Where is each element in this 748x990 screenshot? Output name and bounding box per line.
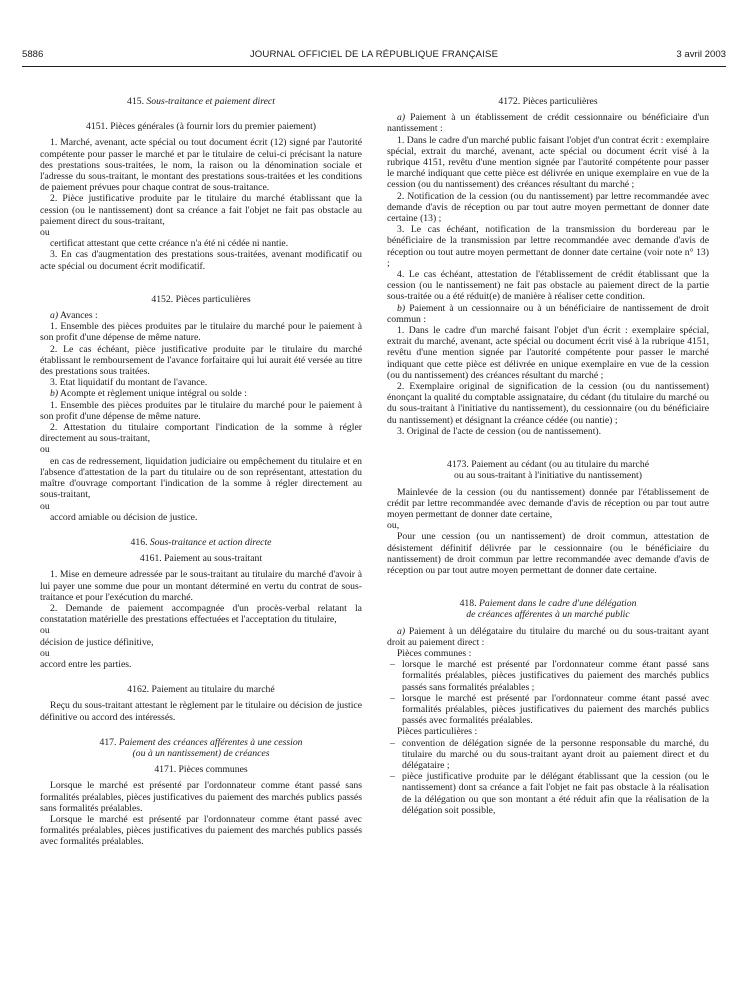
paragraph: 2. Notification de la cession (ou du nantissement) par lettre recommandée avec demande d'avis de réception ou par tout autre moyen permettant de donner date certaine (13) ; — [387, 190, 709, 225]
paragraph: Lorsque le marché est présenté par l'ordonnateur comme étant passé avec formalités préalables, pièces justificatives du paiement des marchés publics passés avec formalités préalables. — [40, 813, 362, 848]
label-a: a) — [50, 310, 59, 322]
paragraph: 2. Demande de paiement accompagnée d'un procès-verbal relatant la constatation matérielle des prestations effectuées et l'acceptation du titulaire, — [40, 602, 362, 626]
paragraph: Pièces particulières : — [397, 726, 478, 738]
subheading-a — [387, 112, 709, 134]
label-a-text: Avances : — [58, 310, 98, 322]
paragraph-ou: ou — [40, 444, 50, 456]
issue-date: 3 avril 2003 — [676, 49, 726, 60]
label-a-text: Paiement à un délégataire du titulaire du marché ou du sous-traitant ayant droit au paiement direct : — [387, 625, 709, 648]
label-b: b) — [50, 388, 59, 400]
paragraph: 1. Mise en demeure adressée par le sous-traitant au titulaire du marché d'avoir à lui payer une somme due pour un montant déterminé en vertu du contrat de sous-traitance et pour l'exécution du marché. — [40, 569, 362, 603]
paragraph: 3. En cas d'augmentation des prestations sous-traitées, avenant modificatif ou acte spécial ou document écrit modificatif. — [40, 249, 362, 272]
header-rule — [22, 66, 726, 67]
section-4161-heading: 4161. Paiement au sous-traitant — [139, 553, 263, 565]
paragraph: Pièces communes : — [397, 647, 472, 659]
paragraph: 3. Original de l'acte de cession (ou de nantissement). — [397, 425, 602, 437]
section-417-title-line1: Paiement des créances afférentes à une cession — [118, 736, 303, 748]
paragraph: 3. Etat liquidatif du montant de l'avance. — [50, 377, 208, 389]
section-4162-heading: 4162. Paiement au titulaire du marché — [127, 684, 275, 696]
paragraph: 2. Exemplaire original de signification de la cession (ou du nantissement) énonçant la qualité du comptable assignataire, du cédant (du titulaire du marché ou du sous-traitant à l'initiative du nantissement), du cessionnaire (ou du bénéficiaire du nantissement) et désignant la créance cédée (ou nantie) ; — [387, 381, 709, 426]
paragraph: certificat attestant que cette créance n'a été ni cédée ni nantie. — [50, 238, 289, 250]
list-item: – pièce justificative produite par le délégant établissant que la cession (ou le nantissement) dont sa créance a fait l'objet ne fait pas obstacle à la réalisation de la délégation ou que son montant a été réduit afin que la réalisation de la délégation soit possible, — [387, 771, 709, 816]
paragraph: accord amiable ou décision de justice. — [50, 511, 198, 523]
section-417-number: 417. — [99, 736, 117, 748]
section-418-number: 418. — [459, 598, 477, 610]
section-4173-title-line2: ou au sous-traitant à l'initiative du nantissement) — [454, 470, 642, 482]
paragraph: Pour une cession (ou un nantissement) de droit commun, attestation de désistement définitif délivrée par le cessionnaire (ou le bénéficiaire du nantissement) de droit commun par lettre recommandée avec demande d'avis de réception ou par tout autre moyen permettant de donner date certaine. — [387, 531, 709, 576]
paragraph: en cas de redressement, liquidation judiciaire ou empêchement du titulaire et en l'absence d'attestation de la part du titulaire ou de son représentant, attestation du maître d'ouvrage comportant l'indication de la somme à régler directement au sous-traitant, — [40, 455, 362, 501]
label-b-text: Acompte et règlement unique intégral ou solde : — [58, 388, 247, 400]
running-header — [22, 48, 726, 62]
journal-title: JOURNAL OFFICIEL DE LA RÉPUBLIQUE FRANÇAISE — [249, 49, 499, 60]
section-416-heading — [40, 537, 362, 548]
section-418-title-line1: Paiement dans le cadre d'une délégation — [478, 598, 637, 610]
section-4173-heading — [387, 459, 709, 481]
paragraph-ou: ou — [40, 227, 50, 239]
right-column — [387, 96, 709, 816]
paragraph: accord entre les parties. — [40, 658, 132, 670]
label-a-text: Paiement à un établissement de crédit cessionnaire ou bénéficiaire d'un nantissement : — [387, 112, 709, 135]
list-item: – lorsque le marché est présenté par l'ordonnateur comme étant passé sans formalités préalables, pièces justificatives du paiement des marchés publics passés sans formalités préalables ; — [387, 659, 709, 693]
list-item: – convention de délégation signée de la personne responsable du marché, du titulaire du marché ou du sous-traitant ayant droit au paiement direct et du délégataire ; — [387, 738, 709, 772]
page-number: 5886 — [22, 49, 44, 60]
section-4173-title-line1: 4173. Paiement au cédant (ou au titulaire du marché — [446, 459, 650, 471]
section-415-title: Sous-traitance et paiement direct — [146, 96, 275, 107]
paragraph: 3. Le cas échéant, notification de la transmission du bordereau par le bénéficiaire de la transmission par lettre recommandée avec demande d'avis de réception ou tout autre moyen permettant de donner date certaine (voir note n° 13) ; — [387, 224, 709, 269]
paragraph: 1. Dans le cadre d'un marché faisant l'objet d'un écrit : exemplaire spécial, extrait du marché, avenant, acte spécial ou document écrit visé à la rubrique 4151, revêtu d'une mention signée par l'autorité compétente pour passer le marché indiquant que cette pièce est délivrée en unique exemplaire en vue de la cession (ou du nantissement) des créances résultant du marché ; — [387, 325, 709, 381]
label-a: a) — [397, 625, 406, 637]
subheading-a — [40, 310, 362, 321]
paragraph: décision de justice définitive, — [40, 636, 154, 648]
label-b: b) — [397, 302, 406, 314]
subheading-a — [387, 626, 709, 648]
paragraph: Mainlevée de la cession (ou du nantissement) donnée par l'établissement de crédit par lettre recommandée avec demande d'avis de réception ou par tout autre moyen permettant de donner date certaine, — [387, 486, 709, 520]
list-item: – lorsque le marché est présenté par l'ordonnateur comme étant passé avec formalités préalables, pièces justificatives du paiement des marchés publics passés avec formalités préalables. — [387, 693, 709, 727]
section-416-title: Sous-traitance et action directe — [149, 536, 272, 548]
section-4151-heading: 4151. Pièces générales (à fournir lors du premier paiement) — [86, 121, 316, 133]
paragraph: 1. Ensemble des pièces produites par le titulaire du marché pour le paiement à son profit d'une dépense de même nature. — [40, 399, 362, 422]
label-a: a) — [397, 112, 406, 124]
section-416-number: 416. — [130, 536, 148, 548]
list-pieces-particulieres — [387, 738, 709, 816]
paragraph-ou: ou — [40, 647, 50, 659]
section-4172-heading: 4172. Pièces particulières — [498, 96, 598, 107]
paragraph-ou: ou, — [387, 520, 400, 532]
paragraph: 4. Le cas échéant, attestation de l'établissement de crédit établissant que la cession (ou le nantissement) ne fait pas obstacle au paiement direct de la partie sous-traitée ou a été réduit(e) de manière à réaliser cette condition. — [387, 269, 709, 303]
paragraph: 1. Ensemble des pièces produites par le titulaire du marché pour le paiement à son profit d'une dépense de même nature. — [40, 321, 362, 344]
paragraph: Lorsque le marché est présenté par l'ordonnateur comme étant passé sans formalités préalables, pièces justificatives du paiement des marchés publics passés sans formalités préalables. — [40, 780, 362, 814]
paragraph-ou: ou — [40, 625, 50, 637]
label-b-text: Paiement à un cessionnaire ou à un bénéficiaire de nantissement de droit commun : — [387, 302, 709, 325]
section-415-number: 415. — [127, 96, 144, 107]
subheading-b — [40, 388, 362, 399]
section-418-title-line2: de créances afférentes à un marché public — [466, 609, 630, 621]
paragraph: 2. Le cas échéant, pièce justificative produite par le titulaire du marché établissant le remboursement de l'avance forfaitaire qui lui aurait été versée au titre des prestations sous traitées. — [40, 343, 362, 378]
subheading-b — [387, 303, 709, 325]
section-415-heading — [40, 96, 362, 107]
left-column — [40, 96, 362, 848]
paragraph: 1. Dans le cadre d'un marché public faisant l'objet d'un contrat écrit : exemplaire spécial, extrait du marché, avenant, acte spécial ou document écrit visé à la rubrique 4151, revêtu d'une mention signée par l'autorité compétente pour passer le marché indiquant que cette pièce est délivrée en unique exemplaire en vue de la cession (ou du nantissement) des créances résultant du marché ; — [387, 134, 709, 191]
paragraph: 1. Marché, avenant, acte spécial ou tout document écrit (12) signé par l'autorité compétente pour passer le marché et par le titulaire de celui-ci précisant la nature des prestations sous-traitées, le nom, la raison ou la dénomination sociale et l'adresse du sous-traitant, le montant des prestations sous-traitées et les conditions de paiement prévues pour chaque contrat de sous-traitance. — [40, 137, 362, 194]
section-417-heading — [40, 737, 362, 759]
list-pieces-communes — [387, 659, 709, 726]
section-417-title-line2: (ou à un nantissement) de créances — [132, 747, 270, 759]
paragraph: 2. Pièce justificative produite par le titulaire du marché établissant que la cession (ou le nantissement) dont sa créance a fait l'objet ne fait pas obstacle au paiement direct du sous-traitant, — [40, 193, 362, 227]
section-4152-heading: 4152. Pièces particulières — [151, 293, 251, 305]
paragraph: Reçu du sous-traitant attestant le règlement par le titulaire ou décision de justice définitive ou accord des intéressés. — [40, 700, 362, 723]
section-418-heading — [387, 598, 709, 620]
paragraph-ou: ou — [40, 500, 50, 512]
paragraph: 2. Attestation du titulaire comportant l'indication de la somme à régler directement au sous-traitant, — [40, 422, 362, 445]
section-4171-heading: 4171. Pièces communes — [154, 764, 248, 776]
